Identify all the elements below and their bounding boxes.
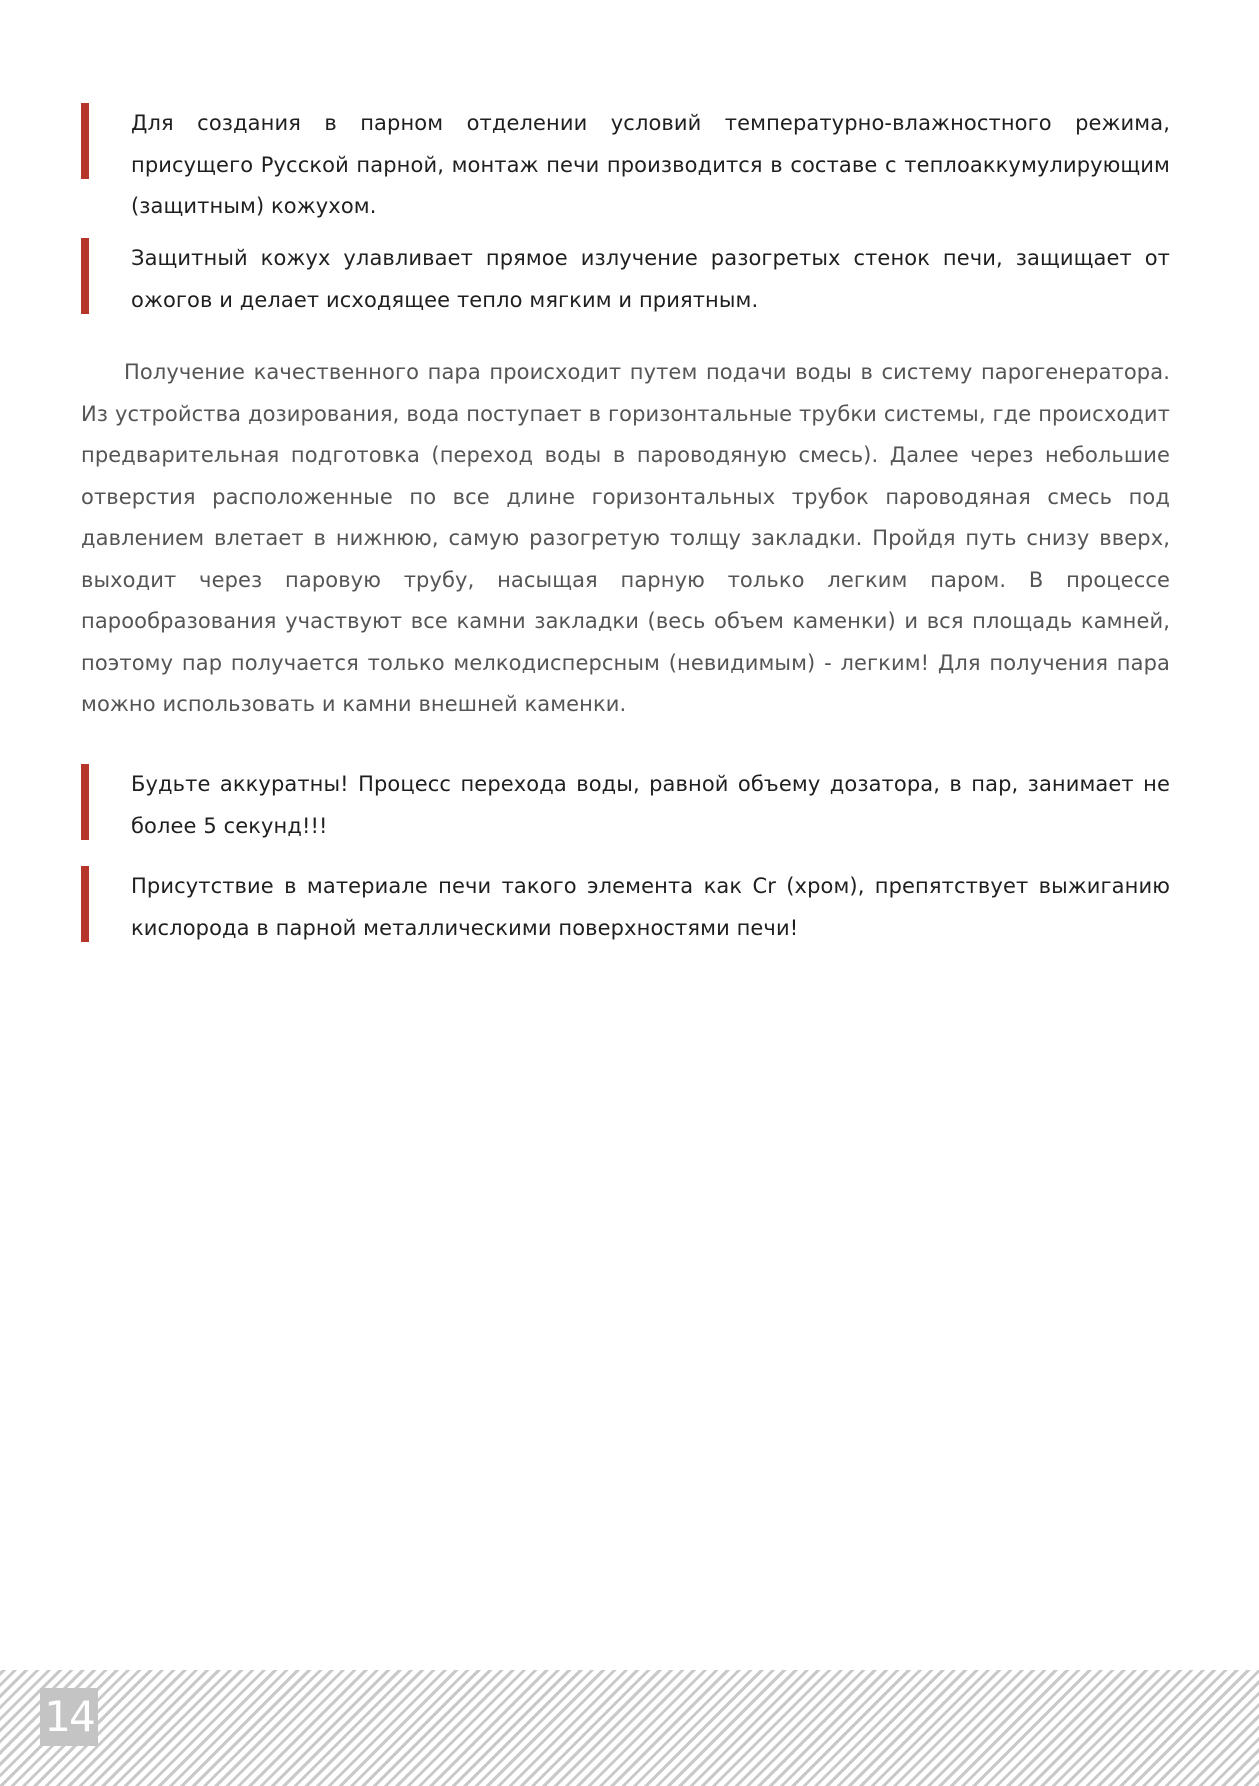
callout-kozhuh-protection xyxy=(81,238,1170,321)
callout-accent-bar xyxy=(81,764,89,840)
callout-warning-careful xyxy=(81,764,1170,847)
steam-generation-paragraph: Получение качественного пара происходит путем подачи воды в систему парогенератора. Из устройства дозирования, вода поступает в горизонтальные трубки системы, где происходит предварительная подготовка (переход воды в пароводяную смесь). Далее через небольшие отверстия расположенные по все длине горизонтальных трубок пароводяная смесь под давлением влетает в нижнюю, самую разогретую толщу закладки. Пройдя путь снизу вверх, выходит через паровую трубу, насыщая парную только легким паром. В процессе парообразования участвуют все камни закладки (весь объем каменки) и вся площадь камней, поэтому пар получается только мелкодисперсным (невидимым) - легким! Для получения пара можно использовать и камни внешней каменки. xyxy=(81,360,1170,716)
callout-chrome-note xyxy=(81,866,1170,949)
page-number: 14 xyxy=(40,1688,98,1746)
footer-stripe-band xyxy=(0,1670,1259,1786)
callout-text: Будьте аккуратны! Процесс перехода воды, равной объему дозатора, в пар, занимает не более 5 секунд!!! xyxy=(131,772,1170,838)
callout-text: Защитный кожух улавливает прямое излучение разогретых стенок печи, защищает от ожогов и делает исходящее тепло мягким и приятным. xyxy=(131,246,1170,312)
callout-kozhuh-purpose xyxy=(81,103,1170,228)
callout-text: Для создания в парном отделении условий температурно-влажностного режима, присущего Русской парной, монтаж печи производится в составе с теплоаккумулирующим (защитным) кожухом. xyxy=(131,111,1170,218)
callout-accent-bar xyxy=(81,866,89,942)
callout-accent-bar xyxy=(81,103,89,179)
callout-accent-bar xyxy=(81,238,89,314)
callout-text: Присутствие в материале печи такого элемента как Cr (хром), препятствует выжиганию кислорода в парной металлическими поверхностями печи! xyxy=(131,874,1170,940)
